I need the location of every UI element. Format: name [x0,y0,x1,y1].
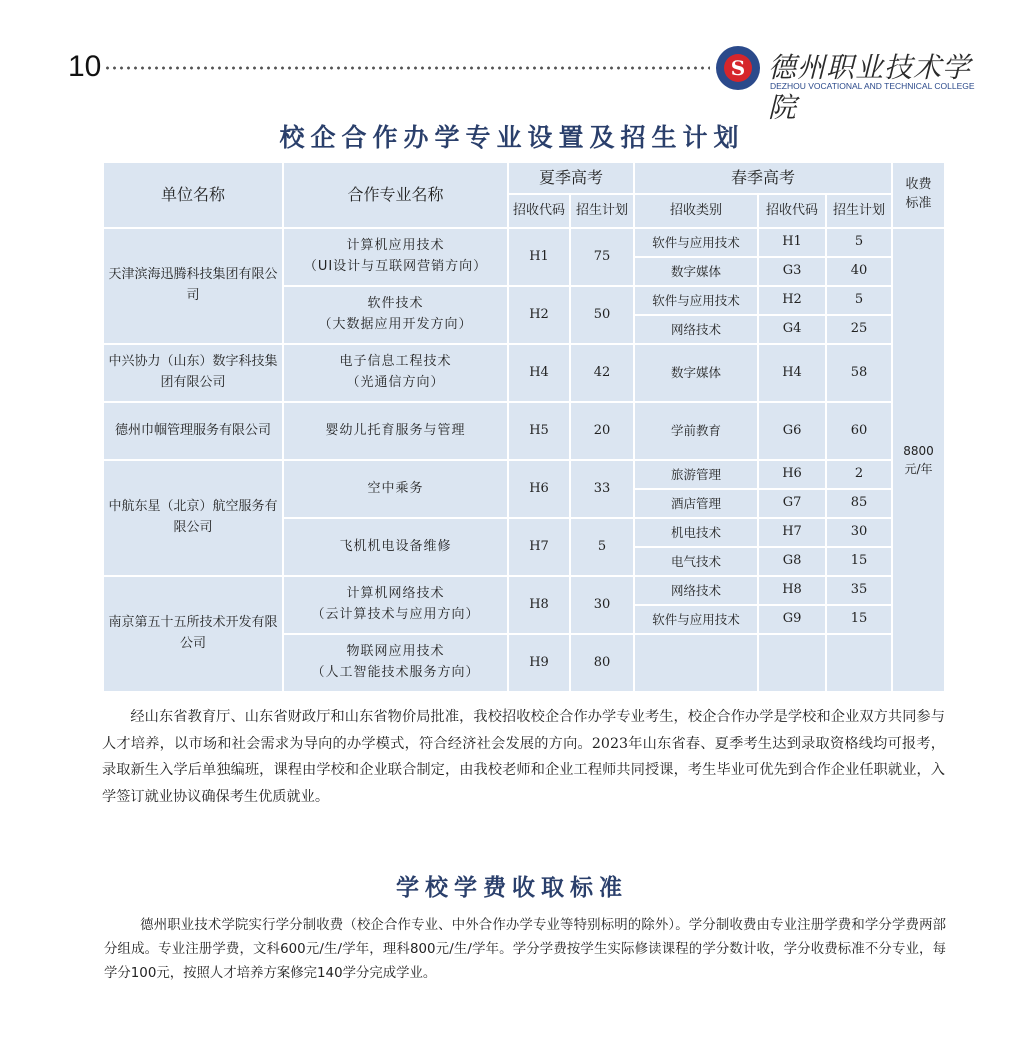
spring-quota-cell: 2 [826,460,892,489]
spring-category-cell: 数字媒体 [634,344,758,402]
spring-quota-cell: 15 [826,605,892,634]
major-name-cell [283,460,508,518]
college-emblem-icon: S [716,46,760,90]
major-name-cell [283,344,508,402]
major-direction: （人工智能技术服务方向） [311,665,480,680]
header-spring-quota: 招生计划 [826,194,892,228]
summer-quota-cell: 20 [570,402,634,460]
header-summer-code: 招收代码 [508,194,570,228]
summer-quota-cell: 80 [570,634,634,692]
header-major: 合作专业名称 [283,162,508,228]
major-name: 空中乘务 [367,480,424,496]
major-direction: （大数据应用开发方向） [318,317,473,332]
header-spring-code: 招收代码 [758,194,826,228]
spring-category-cell [634,634,758,692]
summer-quota-cell: 33 [570,460,634,518]
unit-name-cell: 南京第五十五所技术开发有限公司 [103,576,283,692]
spring-code-cell: G3 [758,257,826,286]
unit-name-cell: 中航东星（北京）航空服务有限公司 [103,460,283,576]
page-number: 10 [68,50,102,83]
major-direction: （UI设计与互联网营销方向） [303,259,488,274]
spring-category-cell: 数字媒体 [634,257,758,286]
spring-quota-cell: 15 [826,547,892,576]
enrollment-plan-table [102,161,946,693]
header-unit: 单位名称 [103,162,283,228]
header-spring-exam: 春季高考 [634,162,892,194]
major-name: 软件技术 [367,296,424,312]
table-row [103,228,945,257]
major-name-cell [283,228,508,286]
major-name-cell [283,518,508,576]
spring-quota-cell: 25 [826,315,892,344]
spring-code-cell: G9 [758,605,826,634]
spring-quota-cell: 40 [826,257,892,286]
major-name: 电子信息工程技术 [339,354,452,370]
fee-cell [892,228,945,692]
summer-code-cell: H1 [508,228,570,286]
spring-quota-cell: 5 [826,286,892,315]
header-fee: 收费标准 [892,162,945,228]
major-name: 飞机机电设备维修 [339,538,452,554]
unit-name-cell: 中兴协力（山东）数字科技集团有限公司 [103,344,283,402]
spring-code-cell: H2 [758,286,826,315]
spring-category-cell: 机电技术 [634,518,758,547]
fee-value: 8800 [903,444,934,458]
unit-name-cell: 天津滨海迅腾科技集团有限公司 [103,228,283,344]
header-summer-exam: 夏季高考 [508,162,634,194]
unit-name-cell: 德州巾帼管理服务有限公司 [103,402,283,460]
spring-quota-cell [826,634,892,692]
table-row [103,576,945,605]
spring-code-cell: H8 [758,576,826,605]
fee-unit: 元/年 [904,462,933,476]
major-name-cell [283,402,508,460]
spring-quota-cell: 5 [826,228,892,257]
spring-category-cell: 网络技术 [634,315,758,344]
summer-quota-cell: 5 [570,518,634,576]
summer-code-cell: H6 [508,460,570,518]
major-name: 婴幼儿托育服务与管理 [325,422,466,438]
major-direction: （云计算技术与应用方向） [311,607,480,622]
plan-title: 校企合作办学专业设置及招生计划 [279,123,745,152]
header-spring-category: 招收类别 [634,194,758,228]
summer-quota-cell: 42 [570,344,634,402]
table-row [103,402,945,431]
major-name-cell [283,576,508,634]
spring-quota-cell: 30 [826,518,892,547]
header-summer-quota: 招生计划 [570,194,634,228]
spring-quota-cell: 35 [826,576,892,605]
summer-code-cell: H4 [508,344,570,402]
summer-code-cell: H8 [508,576,570,634]
spring-category-cell: 软件与应用技术 [634,286,758,315]
major-name: 计算机网络技术 [346,586,445,602]
summer-quota-cell: 50 [570,286,634,344]
intro-paragraph: 经山东省教育厅、山东省财政厅和山东省物价局批准，我校招收校企合作办学专业考生，校企合作办学是学校和企业双方共同参与人才培养，以市场和社会需求为导向的办学模式，符合经济社会发展的方向。2023年山东省春、夏季考生达到录取资格线均可报考，录取新生入学后单独编班，课程由学校和企业联合制定，由我校老师和企业工程师共同授课，考生毕业可优先到合作企业任职就业，入学签订就业协议确保考生优质就业。 [102,709,945,805]
spring-quota-cell: 85 [826,489,892,518]
spring-code-cell: H4 [758,344,826,402]
major-direction: （光通信方向） [346,375,445,390]
spring-code-cell: G8 [758,547,826,576]
spring-category-cell: 学前教育 [634,402,758,460]
summer-code-cell: H9 [508,634,570,692]
table-row [103,344,945,373]
major-name-cell [283,634,508,692]
major-name: 物联网应用技术 [346,644,445,660]
spring-code-cell: H7 [758,518,826,547]
major-name-cell [283,286,508,344]
spring-code-cell: G7 [758,489,826,518]
table-row [103,460,945,489]
spring-category-cell: 软件与应用技术 [634,605,758,634]
major-name: 计算机应用技术 [346,238,445,254]
spring-category-cell: 电气技术 [634,547,758,576]
fee-paragraph: 德州职业技术学院实行学分制收费（校企合作专业、中外合作办学专业等特别标明的除外）。学分制收费由专业注册学费和学分学费两部分组成。专业注册学费，文科600元/生/学年，理科800元/生/学年。学分学费按学生实际修读课程的学分数计收，学分收费标准不分专业，每学分100元，按照人才培养方案修完140学分完成学业。 [104,918,946,981]
spring-code-cell: G6 [758,402,826,460]
spring-code-cell: H1 [758,228,826,257]
spring-code-cell: H6 [758,460,826,489]
spring-category-cell: 旅游管理 [634,460,758,489]
spring-category-cell: 网络技术 [634,576,758,605]
fee-section-title: 学校学费收取标准 [396,874,628,901]
summer-quota-cell: 30 [570,576,634,634]
summer-code-cell: H5 [508,402,570,460]
spring-code-cell: G4 [758,315,826,344]
summer-quota-cell: 75 [570,228,634,286]
spring-category-cell: 软件与应用技术 [634,228,758,257]
summer-code-cell: H7 [508,518,570,576]
spring-quota-cell: 60 [826,402,892,460]
college-name-en: DEZHOU VOCATIONAL AND TECHNICAL COLLEGE [770,81,975,91]
college-logo [716,44,976,124]
spring-code-cell [758,634,826,692]
college-name-cn: 德州职业技术学院 [768,51,972,124]
spring-quota-cell: 58 [826,344,892,402]
summer-code-cell: H2 [508,286,570,344]
dotted-leader-line [104,66,710,70]
spring-category-cell: 酒店管理 [634,489,758,518]
